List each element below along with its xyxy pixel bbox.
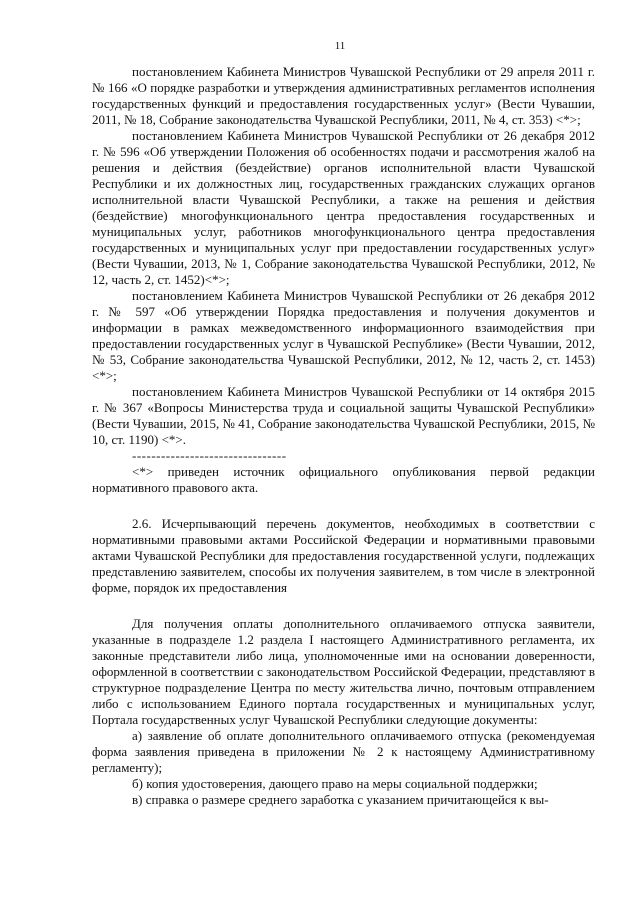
paragraph: постановлением Кабинета Министров Чувашской Республики от 26 декабря 2012 г. № 596 «Об утверждении Положения об особенностях подачи и рассмотрения жалоб на решения и действия (бездействие) органов исполнительной власти Чувашской Республики и их должностных лиц, государственных гражданских служащих органов исполнительной власти Чувашской Республики, а также на решения и действия (бездействие) многофункционального центра предоставления государственных и муниципальных услуг, работников многофункционального центра предоставления государственных и муниципальных услуг при предоставлении государственных услуг» (Вести Чувашии, 2013, № 1, Собрание законодательства Чувашской Республики, 2012, № 12, часть 2, ст. 1452)<*>;	[92, 128, 595, 287]
paragraph: постановлением Кабинета Министров Чувашской Республики от 14 октября 2015 г. № 367 «Вопросы Министерства труда и социальной защиты Чувашской Республики» (Вести Чувашии, 2015, № 41, Собрание законодательства Чувашской Республики, 2015, № 10, ст. 1190) <*>.	[92, 384, 595, 447]
list-item: а) заявление об оплате дополнительного оплачиваемого отпуска (рекомендуемая форма заявления приведена в приложении № 2 к настоящему Административному регламенту);	[92, 728, 595, 775]
page-number: 11	[334, 40, 346, 52]
section-heading: 2.6. Исчерпывающий перечень документов, необходимых в соответствии с нормативными правовыми актами Российской Федерации и нормативными правовыми актами Чувашской Республики для предоставления государственной услуги, подлежащих представлению заявителем, способы их получения заявителем, в том числе в электронной форме, порядок их предоставления	[92, 516, 595, 595]
footnote-separator: --------------------------------	[132, 448, 287, 463]
document-body	[92, 64, 595, 808]
paragraph: Для получения оплаты дополнительного оплачиваемого отпуска заявители, указанные в подразделе 1.2 раздела I настоящего Административного регламента, их законные представители либо лица, уполномоченные ими на основании доверенности, оформленной в соответствии с законодательством Российской Федерации, представляют в структурное подразделение Центра по месту жительства лично, почтовым отправлением либо с использованием Единого портала государственных и муниципальных услуг, Портала государственных услуг Чувашской Республики следующие документы:	[92, 616, 595, 727]
paragraph: постановлением Кабинета Министров Чувашской Республики от 29 апреля 2011 г. № 166 «О порядке разработки и утверждения административных регламентов исполнения государственных функций и предоставления государственных услуг» (Вести Чувашии, 2011, № 18, Собрание законодательства Чувашской Республики, 2011, № 4, ст. 353) <*>;	[92, 64, 595, 127]
list-item: в) справка о размере среднего заработка с указанием причитающейся к вы-	[132, 792, 549, 807]
paragraph: постановлением Кабинета Министров Чувашской Республики от 26 декабря 2012 г. № 597 «Об утверждении Порядка предоставления и получения документов и информации в рамках межведомственного информационного взаимодействия при предоставлении государственных услуг в Чувашской Республике» (Вести Чувашии, 2012, № 53, Собрание законодательства Чувашской Республики, 2012, № 12, часть 2, ст. 1453) <*>;	[92, 288, 595, 383]
footnote: <*> приведен источник официального опубликования первой редакции нормативного правового акта.	[92, 464, 595, 495]
list-item: б) копия удостоверения, дающего право на меры социальной поддержки;	[132, 776, 538, 791]
